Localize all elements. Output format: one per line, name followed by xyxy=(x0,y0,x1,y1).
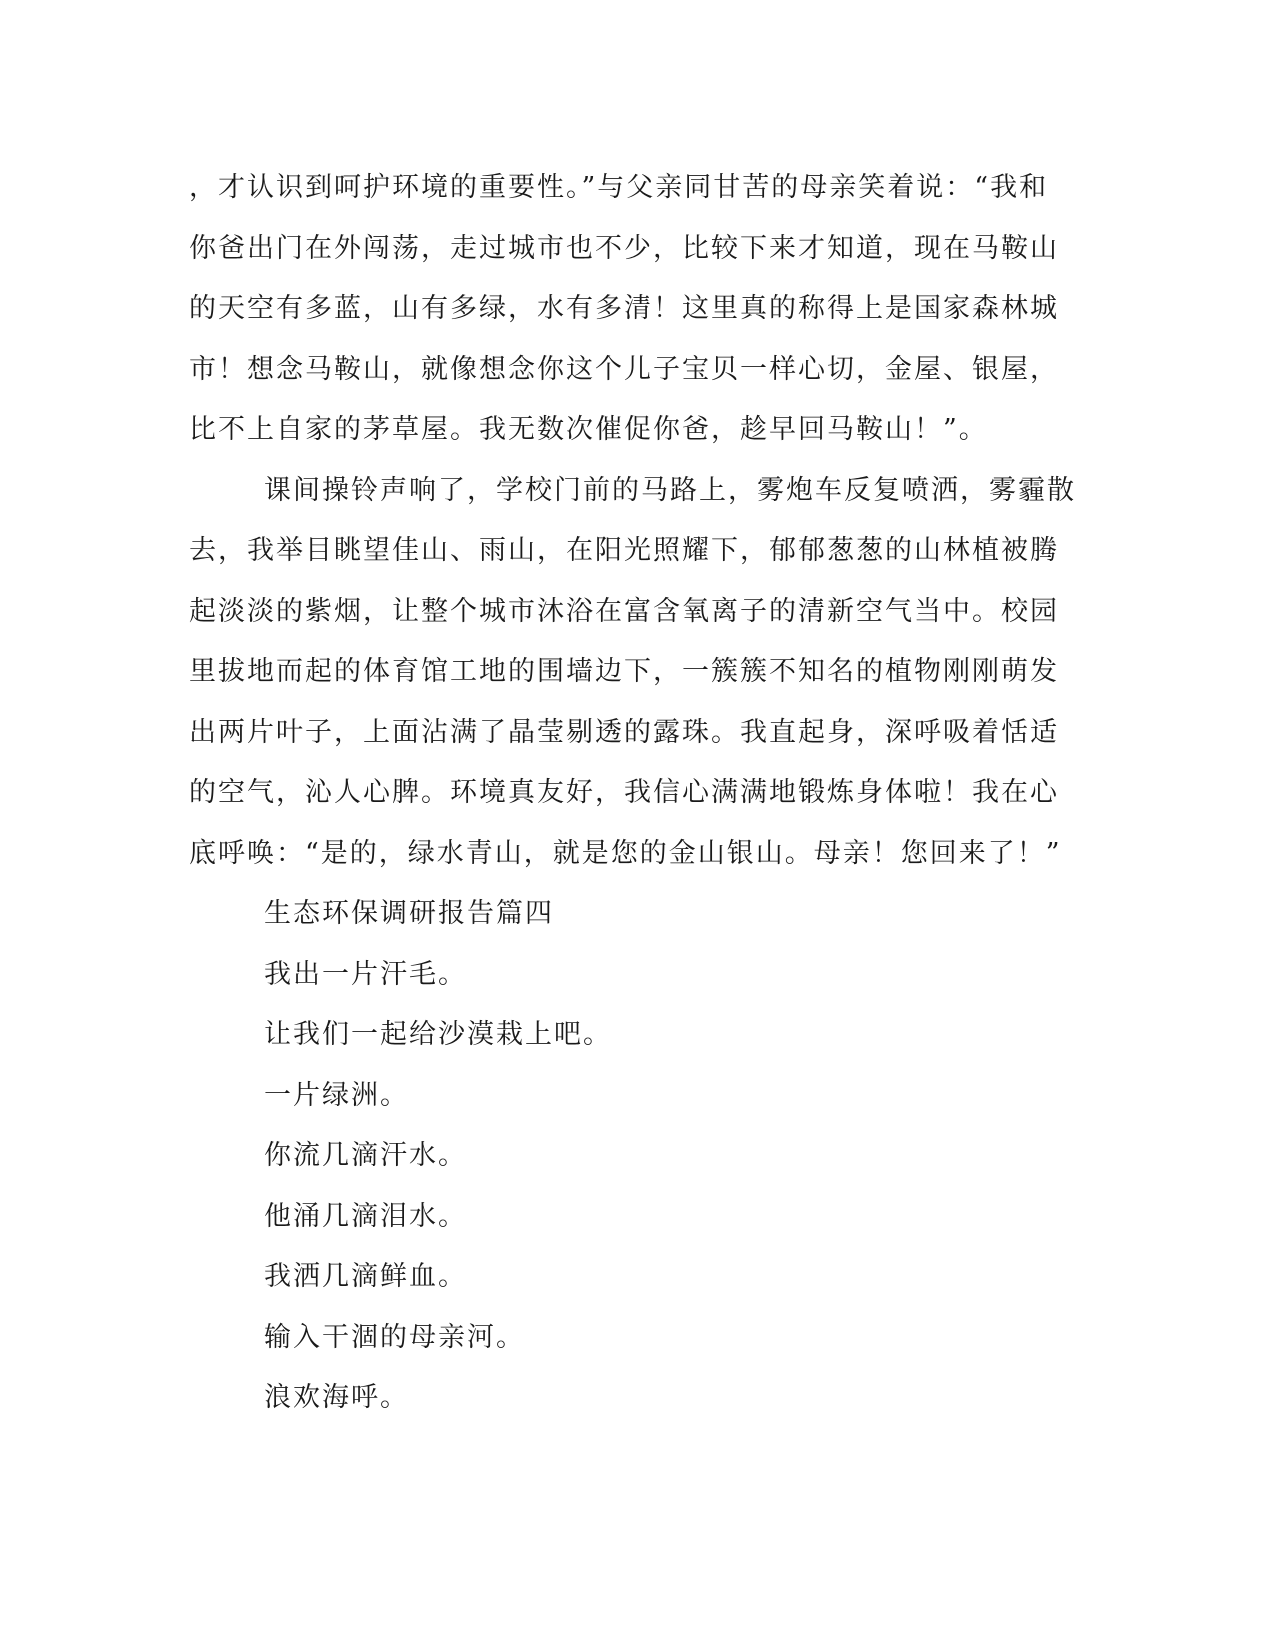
paragraph-line: 起淡淡的紫烟，让整个城市沐浴在富含氧离子的清新空气当中。校园 xyxy=(189,595,1059,627)
poem-line: 他涌几滴泪水。 xyxy=(264,1200,467,1232)
poem-line: 你流几滴汗水。 xyxy=(264,1140,467,1171)
poem-line: 我出一片汗毛。 xyxy=(264,958,467,990)
paragraph-line: 课间操铃声响了，学校门前的马路上，雾炮车反复喷洒，雾霾散 xyxy=(264,474,1076,506)
paragraph-line: 里拔地而起的体育馆工地的围墙边下，一簇簇不知名的植物刚刚萌发 xyxy=(189,656,1059,687)
body-text xyxy=(189,158,1076,1429)
paragraph-line: 出两片叶子，上面沾满了晶莹剔透的露珠。我直起身，深呼吸着恬适 xyxy=(189,716,1059,748)
poem-line: 输入干涸的母亲河。 xyxy=(264,1321,525,1353)
poem-line: 让我们一起给沙漠栽上吧。 xyxy=(264,1019,612,1050)
paragraph-line: 比不上自家的茅草屋。我无数次催促你爸，趁早回马鞍山！”。 xyxy=(189,414,988,445)
paragraph-line: ，才认识到呵护环境的重要性。”与父亲同甘苦的母亲笑着说：“我和 xyxy=(189,172,1049,203)
poem-line: 我洒几滴鲜血。 xyxy=(264,1261,467,1292)
poem-line: 一片绿洲。 xyxy=(264,1079,409,1111)
paragraph-line: 的空气，沁人心脾。环境真友好，我信心满满地锻炼身体啦！我在心 xyxy=(189,777,1059,808)
paragraph-line: 市！想念马鞍山，就像想念你这个儿子宝贝一样心切，金屋、银屋， xyxy=(189,353,1059,385)
paragraph-line: 去，我举目眺望佳山、雨山，在阳光照耀下，郁郁葱葱的山林植被腾 xyxy=(189,535,1059,566)
paragraph-line: 底呼唤：“是的，绿水青山，就是您的金山银山。母亲！您回来了！” xyxy=(189,837,1062,869)
poem-line: 浪欢海呼。 xyxy=(264,1382,409,1413)
paragraph-line: 你爸出门在外闯荡，走过城市也不少，比较下来才知道，现在马鞍山 xyxy=(189,232,1059,264)
section-heading: 生态环保调研报告篇四 xyxy=(264,898,554,929)
paragraph-line: 的天空有多蓝，山有多绿，水有多清！这里真的称得上是国家森林城 xyxy=(189,293,1059,324)
